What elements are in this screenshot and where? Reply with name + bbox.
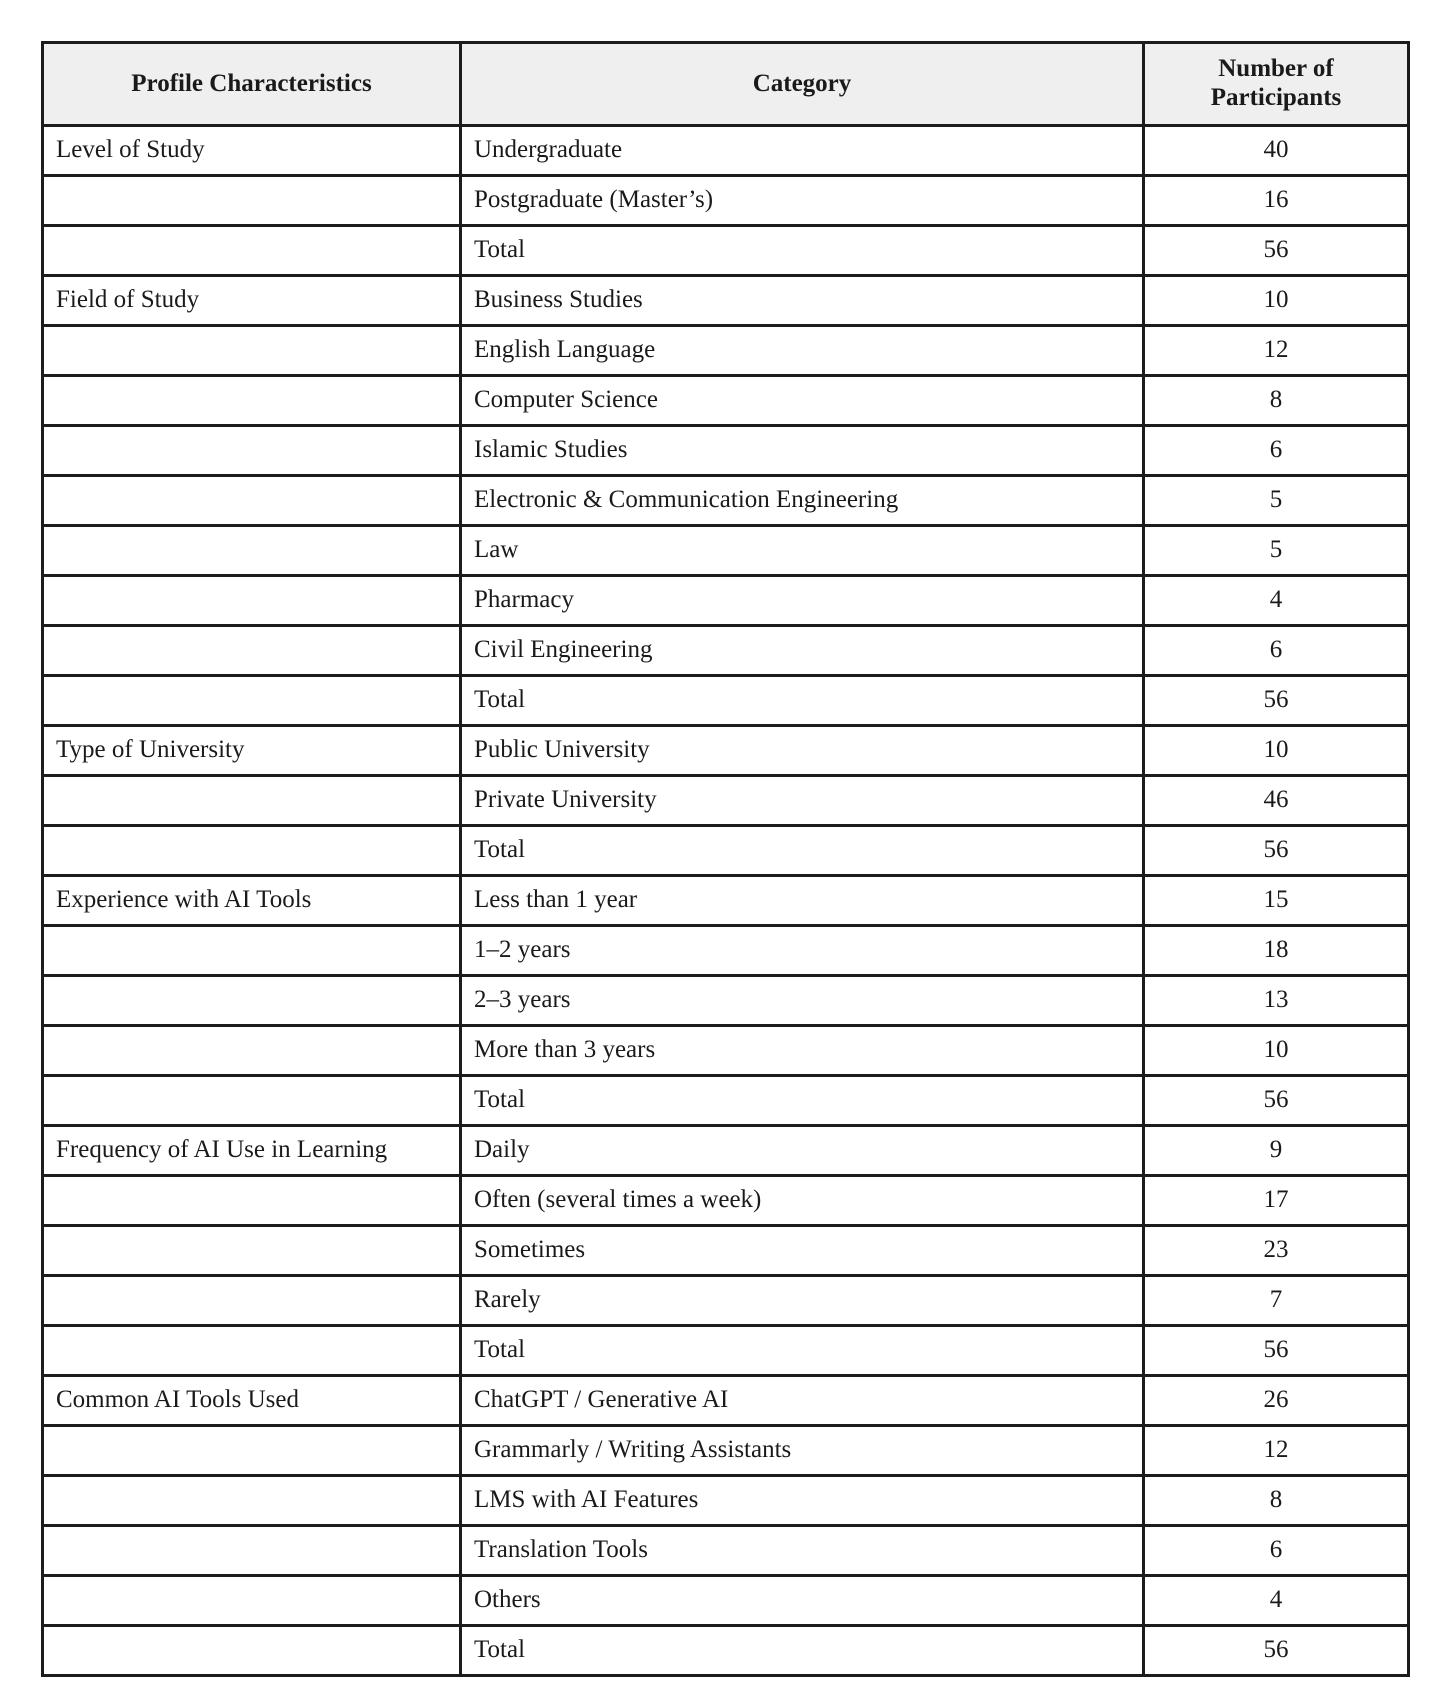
profile-characteristic-cell: Type of University: [43, 726, 461, 776]
participant-count-cell: 56: [1144, 826, 1409, 876]
profile-characteristic-cell: [43, 1626, 461, 1676]
profile-characteristic-cell: [43, 226, 461, 276]
profile-characteristic-cell: Field of Study: [43, 276, 461, 326]
profile-characteristic-cell: [43, 176, 461, 226]
participant-count-cell: 15: [1144, 876, 1409, 926]
category-cell: Daily: [461, 1126, 1144, 1176]
profile-characteristic-cell: [43, 426, 461, 476]
header-category: Category: [461, 43, 1144, 126]
table-row: [43, 476, 1409, 526]
category-cell: Total: [461, 676, 1144, 726]
participant-count-cell: 10: [1144, 276, 1409, 326]
profile-characteristic-cell: [43, 1576, 461, 1626]
profile-characteristic-cell: [43, 626, 461, 676]
profile-characteristic-cell: [43, 1226, 461, 1276]
participant-count-cell: 23: [1144, 1226, 1409, 1276]
category-cell: Public University: [461, 726, 1144, 776]
table-row: [43, 576, 1409, 626]
table-row: [43, 426, 1409, 476]
table-row: [43, 626, 1409, 676]
participant-count-cell: 46: [1144, 776, 1409, 826]
profile-characteristic-cell: [43, 976, 461, 1026]
profile-characteristic-cell: [43, 926, 461, 976]
category-cell: Rarely: [461, 1276, 1144, 1326]
table-row: [43, 1226, 1409, 1276]
category-cell: Total: [461, 826, 1144, 876]
participant-count-cell: 8: [1144, 1476, 1409, 1526]
participant-count-cell: 18: [1144, 926, 1409, 976]
participant-count-cell: 10: [1144, 1026, 1409, 1076]
table-row: [43, 1126, 1409, 1176]
participant-count-cell: 56: [1144, 226, 1409, 276]
participant-count-cell: 17: [1144, 1176, 1409, 1226]
category-cell: Law: [461, 526, 1144, 576]
profile-characteristic-cell: [43, 376, 461, 426]
category-cell: Business Studies: [461, 276, 1144, 326]
table-row: [43, 126, 1409, 176]
profile-characteristic-cell: [43, 476, 461, 526]
profile-characteristic-cell: [43, 1026, 461, 1076]
header-profile-characteristics: Profile Characteristics: [43, 43, 461, 126]
participant-count-cell: 4: [1144, 576, 1409, 626]
table-row: [43, 676, 1409, 726]
table-row: [43, 826, 1409, 876]
table-row: [43, 1626, 1409, 1676]
category-cell: Often (several times a week): [461, 1176, 1144, 1226]
category-cell: Total: [461, 1076, 1144, 1126]
profile-characteristic-cell: Experience with AI Tools: [43, 876, 461, 926]
category-cell: Undergraduate: [461, 126, 1144, 176]
category-cell: Others: [461, 1576, 1144, 1626]
participant-count-cell: 9: [1144, 1126, 1409, 1176]
table-row: [43, 976, 1409, 1026]
participant-count-cell: 5: [1144, 476, 1409, 526]
table-row: [43, 1376, 1409, 1426]
table-row: [43, 226, 1409, 276]
participant-count-cell: 56: [1144, 1626, 1409, 1676]
participant-count-cell: 6: [1144, 626, 1409, 676]
category-cell: Sometimes: [461, 1226, 1144, 1276]
table-row: [43, 1476, 1409, 1526]
table-row: [43, 1576, 1409, 1626]
category-cell: 1–2 years: [461, 926, 1144, 976]
participant-count-cell: 56: [1144, 676, 1409, 726]
participant-count-cell: 56: [1144, 1076, 1409, 1126]
table-row: [43, 926, 1409, 976]
profile-characteristic-cell: [43, 676, 461, 726]
table-row: [43, 1176, 1409, 1226]
profile-characteristic-cell: [43, 1176, 461, 1226]
profile-characteristic-cell: Common AI Tools Used: [43, 1376, 461, 1426]
participant-count-cell: 7: [1144, 1276, 1409, 1326]
participant-count-cell: 12: [1144, 1426, 1409, 1476]
profile-characteristic-cell: Level of Study: [43, 126, 461, 176]
category-cell: Total: [461, 226, 1144, 276]
profile-characteristic-cell: Frequency of AI Use in Learning: [43, 1126, 461, 1176]
participant-count-cell: 5: [1144, 526, 1409, 576]
table-row: [43, 1276, 1409, 1326]
profile-characteristic-cell: [43, 526, 461, 576]
participant-count-cell: 6: [1144, 426, 1409, 476]
category-cell: Less than 1 year: [461, 876, 1144, 926]
participant-count-cell: 26: [1144, 1376, 1409, 1426]
profile-characteristic-cell: [43, 1326, 461, 1376]
profile-characteristic-cell: [43, 1426, 461, 1476]
participant-count-cell: 40: [1144, 126, 1409, 176]
category-cell: Islamic Studies: [461, 426, 1144, 476]
participant-count-cell: 6: [1144, 1526, 1409, 1576]
participant-count-cell: 16: [1144, 176, 1409, 226]
table-row: [43, 326, 1409, 376]
category-cell: Civil Engineering: [461, 626, 1144, 676]
table-row: [43, 1426, 1409, 1476]
category-cell: Total: [461, 1326, 1144, 1376]
profile-characteristic-cell: [43, 826, 461, 876]
table-row: [43, 1526, 1409, 1576]
profile-characteristic-cell: [43, 1476, 461, 1526]
table-row: [43, 526, 1409, 576]
profile-characteristic-cell: [43, 1526, 461, 1576]
category-cell: Grammarly / Writing Assistants: [461, 1426, 1144, 1476]
table-row: [43, 276, 1409, 326]
category-cell: Translation Tools: [461, 1526, 1144, 1576]
participant-count-cell: 10: [1144, 726, 1409, 776]
category-cell: English Language: [461, 326, 1144, 376]
category-cell: More than 3 years: [461, 1026, 1144, 1076]
profile-characteristic-cell: [43, 326, 461, 376]
table-row: [43, 1076, 1409, 1126]
profile-characteristic-cell: [43, 576, 461, 626]
profile-characteristic-cell: [43, 776, 461, 826]
category-cell: Pharmacy: [461, 576, 1144, 626]
table-row: [43, 1326, 1409, 1376]
table-row: [43, 376, 1409, 426]
table-row: [43, 776, 1409, 826]
table-row: [43, 726, 1409, 776]
profile-characteristic-cell: [43, 1076, 461, 1126]
participant-count-cell: 12: [1144, 326, 1409, 376]
participant-count-cell: 13: [1144, 976, 1409, 1026]
table-header: [43, 43, 1409, 126]
category-cell: Total: [461, 1626, 1144, 1676]
category-cell: LMS with AI Features: [461, 1476, 1144, 1526]
category-cell: Computer Science: [461, 376, 1144, 426]
participant-profile-table: [41, 41, 1410, 1677]
participant-count-cell: 4: [1144, 1576, 1409, 1626]
profile-characteristic-cell: [43, 1276, 461, 1326]
table-row: [43, 1026, 1409, 1076]
participant-count-cell: 56: [1144, 1326, 1409, 1376]
participant-profile-table-container: [41, 41, 1407, 1677]
header-number-of-participants: Number of Participants: [1144, 43, 1409, 126]
category-cell: Private University: [461, 776, 1144, 826]
table-body: [43, 126, 1409, 1676]
category-cell: ChatGPT / Generative AI: [461, 1376, 1144, 1426]
category-cell: 2–3 years: [461, 976, 1144, 1026]
category-cell: Postgraduate (Master’s): [461, 176, 1144, 226]
header-row: [43, 43, 1409, 126]
category-cell: Electronic & Communication Engineering: [461, 476, 1144, 526]
table-row: [43, 176, 1409, 226]
table-row: [43, 876, 1409, 926]
participant-count-cell: 8: [1144, 376, 1409, 426]
